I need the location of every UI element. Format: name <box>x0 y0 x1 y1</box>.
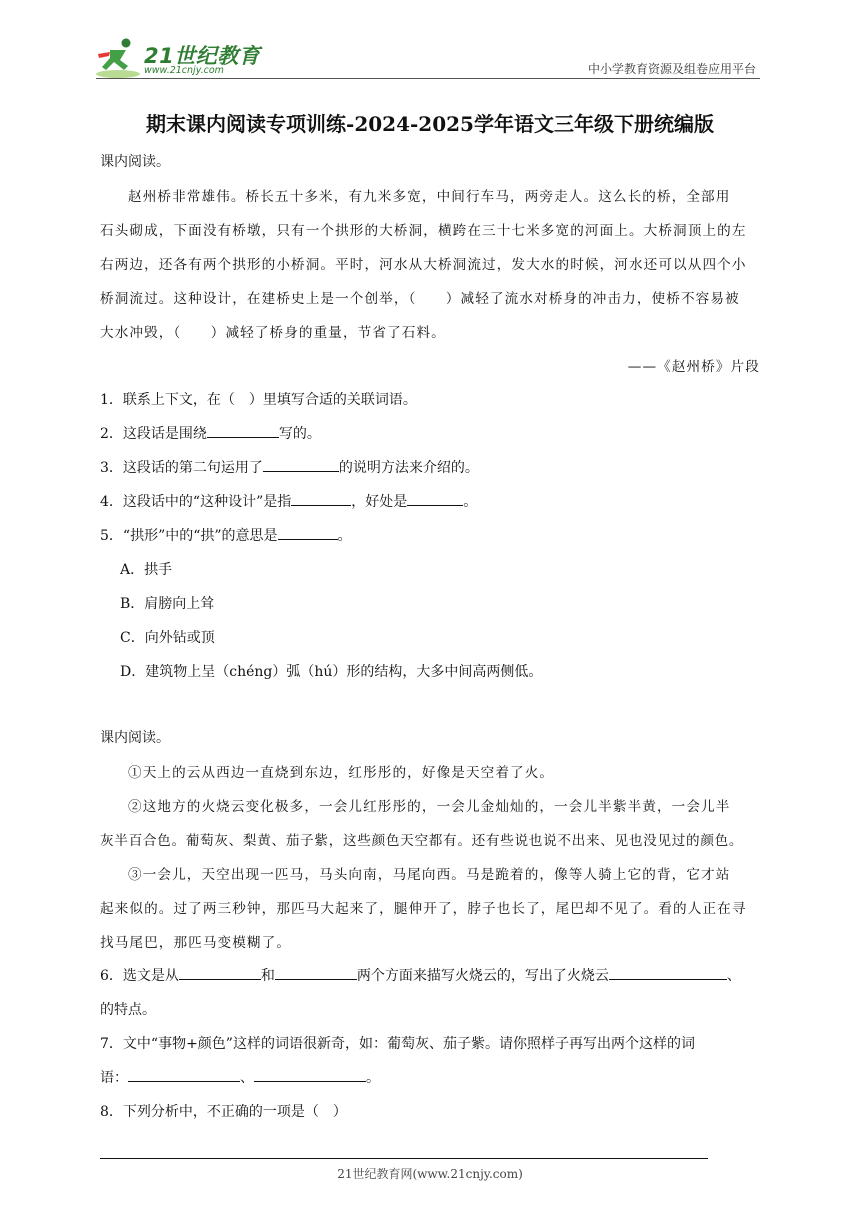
site-logo <box>96 36 266 80</box>
question-7: 7．文中“事物+颜色”这样的词语很新奇，如：葡萄灰、茄子紫。请你照样子再写出两个这样的词 <box>100 1036 695 1052</box>
passage-line: ①天上的云从西边一直烧到东边，红彤彤的，好像是天空着了火。 <box>128 765 555 781</box>
answer-blank[interactable] <box>609 965 727 980</box>
question-8: 8．下列分析中，不正确的一项是（ ） <box>100 1104 347 1120</box>
answer-blank[interactable] <box>407 491 463 506</box>
passage-line: ③一会儿，天空出现一匹马，马头向南，马尾向西。马是跪着的，像等人骑上它的背，它才站 <box>128 867 731 883</box>
question-4: 4．这段话中的“这种设计”是指 ，好处是 。 <box>100 491 477 511</box>
logo-url: www.21cnjy.com <box>144 65 224 76</box>
footer-text: 21世纪教育网(www.21cnjy.com) <box>337 1167 523 1181</box>
passage-line: 赵州桥非常雄伟。桥长五十多米，有九米多宽，中间行车马，两旁走人。这么长的桥，全部用 <box>128 189 731 205</box>
option-a[interactable]: A．拱手 <box>120 562 173 578</box>
question-6-cont: 的特点。 <box>100 1002 156 1018</box>
answer-blank[interactable] <box>179 965 261 980</box>
question-1: 1．联系上下文，在（ ）里填写合适的关联词语。 <box>100 392 417 408</box>
answer-blank[interactable] <box>291 491 351 506</box>
question-5: 5．“拱形”中的“拱”的意思是 。 <box>100 525 352 545</box>
question-6: 6．选文是从 和 两个方面来描写火烧云的，写出了火烧云 、 <box>100 965 741 985</box>
section-label: 课内阅读。 <box>100 730 170 746</box>
question-7-cont: 语： 、 。 <box>100 1067 380 1087</box>
passage-line: 右两边，还各有两个拱形的小桥洞。平时，河水从大桥洞流过，发大水的时候，河水还可以从四个小 <box>100 257 747 273</box>
answer-blank[interactable] <box>128 1067 240 1082</box>
passage-line: 找马尾巴，那匹马变模糊了。 <box>100 935 292 951</box>
page-title: 期末课内阅读专项训练-2024-2025学年语文三年级下册统编版 <box>146 112 714 136</box>
option-c[interactable]: C．向外钻或顶 <box>120 630 215 646</box>
answer-blank[interactable] <box>278 525 338 540</box>
runner-logo-icon <box>96 36 142 80</box>
passage-line: 起来似的。过了两三秒钟，那匹马大起来了，腿伸开了，脖子也长了，尾巴却不见了。看的人正在寻 <box>100 901 747 917</box>
answer-blank[interactable] <box>263 457 339 472</box>
site-name: 中小学教育资源及组卷应用平台 <box>587 62 756 76</box>
option-d[interactable]: D．建筑物上呈（chéng）弧（hú）形的结构，大多中间高两侧低。 <box>120 664 543 680</box>
passage-line: ②这地方的火烧云变化极多，一会儿红彤彤的，一会儿金灿灿的，一会儿半紫半黄，一会儿半 <box>128 799 731 815</box>
passage-line: 石头砌成，下面没有桥墩，只有一个拱形的大桥洞，横跨在三十七米多宽的河面上。大桥洞顶上的左 <box>100 223 747 239</box>
option-b[interactable]: B．肩膀向上耸 <box>120 596 215 612</box>
answer-blank[interactable] <box>275 965 357 980</box>
passage-line: 大水冲毁，（ ）减轻了桥身的重量，节省了石料。 <box>100 325 446 341</box>
question-3: 3．这段话的第二句运用了 的说明方法来介绍的。 <box>100 457 479 477</box>
answer-blank[interactable] <box>207 423 279 438</box>
footer-divider <box>100 1158 708 1159</box>
passage-line: 灰半百合色。葡萄灰、梨黄、茄子紫，这些颜色天空都有。还有些说也说不出来、见也没见过的颜色。 <box>100 833 744 849</box>
answer-blank[interactable] <box>254 1067 366 1082</box>
header-divider <box>96 78 760 79</box>
passage-source: ——《赵州桥》片段 <box>627 359 760 375</box>
logo-text: 21世纪教育 <box>144 44 261 68</box>
section-label: 课内阅读。 <box>100 154 170 170</box>
question-2: 2．这段话是围绕 写的。 <box>100 423 321 443</box>
passage-line: 桥洞流过。这种设计，在建桥史上是一个创举，（ ）减轻了流水对桥身的冲击力，使桥不容易被 <box>100 291 740 307</box>
